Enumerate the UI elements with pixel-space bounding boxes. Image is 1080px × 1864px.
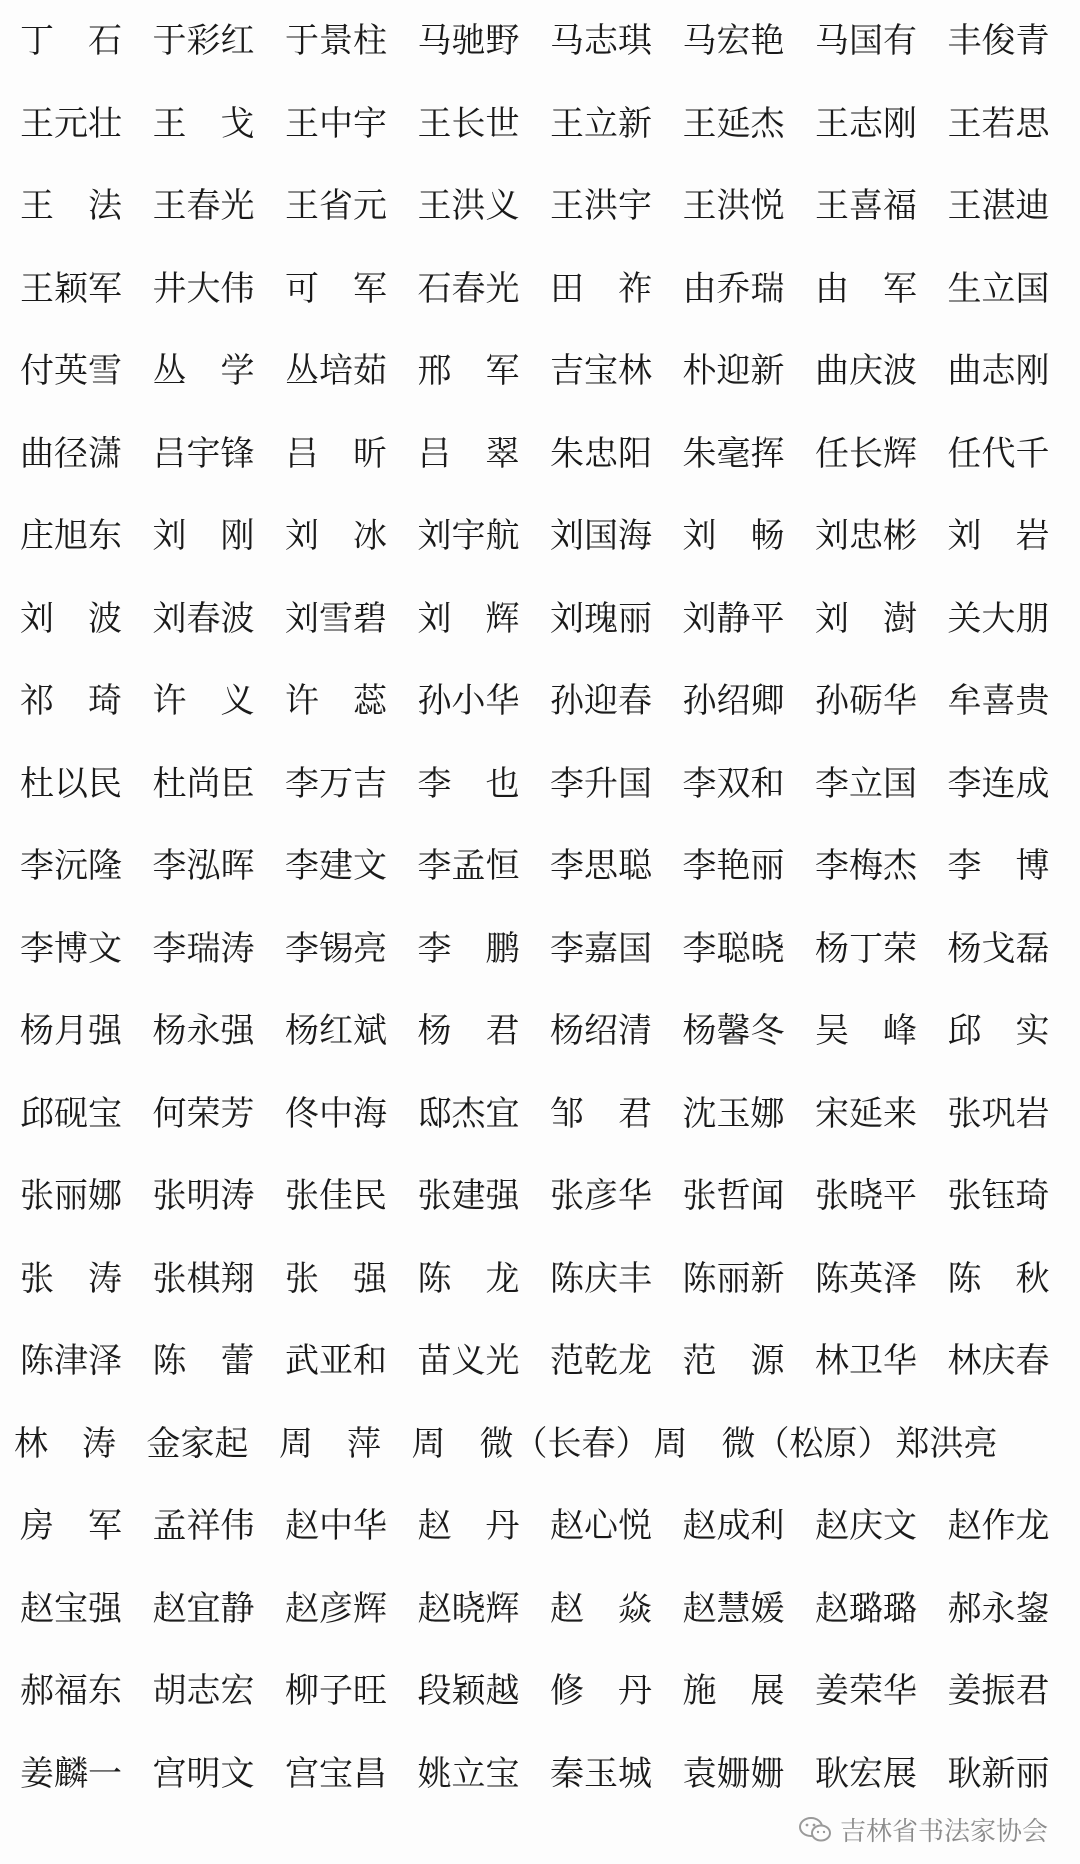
name-entry: 李沅隆 (20, 846, 122, 887)
name-entry: 李嘉国 (550, 928, 652, 969)
name-entry: 李万吉 (285, 763, 387, 804)
watermark (798, 1811, 1048, 1848)
name-entry: 杨丁荣 (815, 928, 917, 969)
name-entry: 刘静平 (682, 598, 785, 639)
name-entry: 王元壮 (20, 103, 122, 144)
name-entry: 李建文 (285, 846, 387, 887)
name-entry: 陈丽新 (682, 1258, 785, 1299)
name-entry: 于彩红 (152, 21, 255, 62)
name-row (12, 1073, 1072, 1156)
name-entry: 刘 畅 (682, 516, 785, 557)
name-entry: 房 军 (20, 1506, 122, 1547)
name-entry: 沈玉娜 (682, 1093, 785, 1134)
name-entry: 张钰琦 (947, 1176, 1050, 1217)
name-entry: 庄旭东 (20, 516, 122, 557)
name-entry: 王若思 (947, 103, 1050, 144)
name-entry: 吕 昕 (285, 433, 387, 474)
name-entry: 关大朋 (947, 598, 1050, 639)
name-entry: 孙绍卿 (682, 681, 785, 722)
name-entry: 牟喜贵 (947, 681, 1050, 722)
name-entry: 邱砚宝 (20, 1093, 122, 1134)
name-row (12, 1733, 1072, 1816)
name-entry: 苗义光 (417, 1341, 520, 1382)
name-entry: 刘 辉 (417, 598, 520, 639)
name-entry: 李连成 (947, 763, 1050, 804)
name-entry: 邸杰宜 (417, 1093, 520, 1134)
name-entry: 赵中华 (285, 1506, 387, 1547)
name-list (12, 0, 1072, 1815)
name-entry: 杜以民 (20, 763, 122, 804)
name-entry: 孙小华 (417, 681, 520, 722)
name-entry: 张建强 (417, 1176, 520, 1217)
name-entry: 杨戈磊 (947, 928, 1050, 969)
name-entry: 张佳民 (285, 1176, 387, 1217)
name-entry: 杨馨冬 (682, 1011, 785, 1052)
name-entry: 赵 丹 (417, 1506, 520, 1547)
name-entry: 王延杰 (682, 103, 785, 144)
name-entry: 周 微（松原） (653, 1423, 892, 1464)
name-row (12, 1320, 1072, 1403)
name-entry: 李思聪 (550, 846, 652, 887)
name-row (12, 413, 1072, 496)
name-entry: 王立新 (550, 103, 652, 144)
name-entry: 李双和 (682, 763, 785, 804)
name-entry: 李聪晓 (682, 928, 785, 969)
name-entry: 胡志宏 (152, 1671, 255, 1712)
name-entry: 付英雪 (20, 351, 122, 392)
name-entry: 杨绍清 (550, 1011, 652, 1052)
name-row (12, 743, 1072, 826)
name-row (12, 825, 1072, 908)
name-entry: 张哲闻 (682, 1176, 785, 1217)
name-entry: 修 丹 (550, 1671, 652, 1712)
name-entry: 由 军 (815, 268, 917, 309)
name-entry: 可 军 (285, 268, 387, 309)
name-entry: 林庆春 (947, 1341, 1050, 1382)
name-entry: 王春光 (152, 186, 255, 227)
name-entry: 吕 翠 (417, 433, 520, 474)
name-entry: 李孟恒 (417, 846, 520, 887)
name-entry: 邹 君 (550, 1093, 652, 1134)
name-entry: 李 鹏 (417, 928, 520, 969)
name-entry: 赵晓辉 (417, 1588, 520, 1629)
name-row (12, 0, 1072, 83)
name-entry: 任代千 (947, 433, 1050, 474)
name-row (12, 248, 1072, 331)
name-entry: 郝福东 (20, 1671, 122, 1712)
name-entry: 李锡亮 (285, 928, 387, 969)
name-entry: 吕宇锋 (152, 433, 255, 474)
name-entry: 刘春波 (152, 598, 255, 639)
name-entry: 祁 琦 (20, 681, 122, 722)
name-entry: 张晓平 (815, 1176, 917, 1217)
name-entry: 王省元 (285, 186, 387, 227)
name-entry: 许 蕊 (285, 681, 387, 722)
name-entry: 朱忠阳 (550, 433, 652, 474)
name-entry: 刘 波 (20, 598, 122, 639)
name-entry: 赵彦辉 (285, 1588, 387, 1629)
name-entry: 陈津泽 (20, 1341, 122, 1382)
name-entry: 袁姗姗 (682, 1753, 785, 1794)
name-entry: 杨红斌 (285, 1011, 387, 1052)
name-entry: 林卫华 (815, 1341, 917, 1382)
name-entry: 王洪宇 (550, 186, 652, 227)
name-entry: 王洪悦 (682, 186, 785, 227)
name-entry: 吉宝林 (550, 351, 652, 392)
name-row (12, 578, 1072, 661)
name-entry: 宫明文 (152, 1753, 255, 1794)
name-entry: 杨永强 (152, 1011, 255, 1052)
name-entry: 刘雪碧 (285, 598, 387, 639)
name-entry: 赵 焱 (550, 1588, 652, 1629)
name-entry: 何荣芳 (152, 1093, 255, 1134)
name-row (12, 908, 1072, 991)
name-entry: 刘 冰 (285, 516, 387, 557)
name-entry: 李瑞涛 (152, 928, 255, 969)
name-entry: 刘忠彬 (815, 516, 917, 557)
name-entry: 刘 澍 (815, 598, 917, 639)
wechat-icon (798, 1816, 832, 1844)
name-entry: 李立国 (815, 763, 917, 804)
name-entry: 刘 刚 (152, 516, 255, 557)
name-entry: 陈 龙 (417, 1258, 520, 1299)
name-entry: 杨月强 (20, 1011, 122, 1052)
name-entry: 王长世 (417, 103, 520, 144)
name-entry: 赵慧媛 (682, 1588, 785, 1629)
name-entry: 金家起 (146, 1423, 249, 1464)
name-entry: 张巩岩 (947, 1093, 1050, 1134)
name-entry: 姚立宝 (417, 1753, 520, 1794)
name-entry: 段颖越 (417, 1671, 520, 1712)
name-row (12, 660, 1072, 743)
name-entry: 石春光 (417, 268, 520, 309)
name-entry: 刘国海 (550, 516, 652, 557)
name-entry: 杜尚臣 (152, 763, 255, 804)
name-entry: 佟中海 (285, 1093, 387, 1134)
name-entry: 柳子旺 (285, 1671, 387, 1712)
name-entry: 张彦华 (550, 1176, 652, 1217)
name-row (12, 83, 1072, 166)
name-entry: 田 祚 (550, 268, 652, 309)
name-entry: 赵庆文 (815, 1506, 917, 1547)
name-entry: 张 强 (285, 1258, 387, 1299)
name-entry: 生立国 (947, 268, 1050, 309)
name-row (12, 990, 1072, 1073)
name-entry: 周 萍 (279, 1423, 381, 1464)
name-entry: 丁 石 (20, 21, 122, 62)
name-entry: 李升国 (550, 763, 652, 804)
name-row (12, 1403, 1072, 1486)
name-entry: 丛 学 (152, 351, 255, 392)
name-entry: 赵璐璐 (815, 1588, 917, 1629)
name-entry: 耿新丽 (947, 1753, 1050, 1794)
name-entry: 王中宇 (285, 103, 387, 144)
name-entry: 孙砺华 (815, 681, 917, 722)
name-entry: 马宏艳 (682, 21, 785, 62)
name-row (12, 495, 1072, 578)
name-entry: 朱毫挥 (682, 433, 785, 474)
name-entry: 李艳丽 (682, 846, 785, 887)
name-entry: 丰俊青 (947, 21, 1050, 62)
name-entry: 马国有 (815, 21, 917, 62)
name-entry: 赵宝强 (20, 1588, 122, 1629)
name-entry: 武亚和 (285, 1341, 387, 1382)
name-entry: 赵成利 (682, 1506, 785, 1547)
name-entry: 吴 峰 (815, 1011, 917, 1052)
name-entry: 孙迎春 (550, 681, 652, 722)
name-entry: 耿宏展 (815, 1753, 917, 1794)
name-entry: 王 法 (20, 186, 122, 227)
name-entry: 范 源 (682, 1341, 785, 1382)
name-entry: 姜振君 (947, 1671, 1050, 1712)
name-entry: 赵宜静 (152, 1588, 255, 1629)
name-entry: 张丽娜 (20, 1176, 122, 1217)
name-entry: 姜麟一 (20, 1753, 122, 1794)
name-entry: 朴迎新 (682, 351, 785, 392)
name-row (12, 1485, 1072, 1568)
name-entry: 陈 秋 (947, 1258, 1050, 1299)
name-entry: 许 义 (152, 681, 255, 722)
name-entry: 张明涛 (152, 1176, 255, 1217)
name-entry: 王颖军 (20, 268, 122, 309)
name-entry: 于景柱 (285, 21, 387, 62)
name-entry: 李博文 (20, 928, 122, 969)
name-entry: 王 戈 (152, 103, 255, 144)
name-row (12, 1650, 1072, 1733)
name-row (12, 165, 1072, 248)
name-entry: 郑洪亮 (895, 1423, 998, 1464)
name-entry: 刘宇航 (417, 516, 520, 557)
name-entry: 王洪义 (417, 186, 520, 227)
name-entry: 王志刚 (815, 103, 917, 144)
name-entry: 由乔瑞 (682, 268, 785, 309)
name-entry: 李泓晖 (152, 846, 255, 887)
name-row (12, 1568, 1072, 1651)
name-entry: 范乾龙 (550, 1341, 652, 1382)
name-entry: 刘 岩 (947, 516, 1050, 557)
name-entry: 陈 蕾 (152, 1341, 255, 1382)
name-entry: 邱 实 (947, 1011, 1050, 1052)
name-entry: 孟祥伟 (152, 1506, 255, 1547)
name-entry: 陈英泽 (815, 1258, 917, 1299)
name-entry: 马驰野 (417, 21, 520, 62)
name-entry: 马志琪 (550, 21, 652, 62)
name-row (12, 330, 1072, 413)
name-entry: 王湛迪 (947, 186, 1050, 227)
name-entry: 杨 君 (417, 1011, 520, 1052)
name-entry: 郝永鋆 (947, 1588, 1050, 1629)
name-entry: 宋延来 (815, 1093, 917, 1134)
watermark-text: 吉林省书法家协会 (839, 1817, 1048, 1847)
name-entry: 曲志刚 (947, 351, 1050, 392)
name-entry: 赵作龙 (947, 1506, 1050, 1547)
name-entry: 姜荣华 (815, 1671, 917, 1712)
name-entry: 林 涛 (14, 1423, 116, 1464)
name-entry: 周 微（长春） (411, 1423, 650, 1464)
name-entry: 李梅杰 (815, 846, 917, 887)
name-entry: 秦玉城 (550, 1753, 652, 1794)
name-entry: 任长辉 (815, 433, 917, 474)
name-entry: 井大伟 (152, 268, 255, 309)
name-entry: 李 也 (417, 763, 520, 804)
name-entry: 曲径潇 (20, 433, 122, 474)
name-row (12, 1238, 1072, 1321)
name-entry: 曲庆波 (815, 351, 917, 392)
name-entry: 张 涛 (20, 1258, 122, 1299)
name-entry: 王喜福 (815, 186, 917, 227)
name-entry: 宫宝昌 (285, 1753, 387, 1794)
name-entry: 丛培茹 (285, 351, 387, 392)
name-entry: 陈庆丰 (550, 1258, 652, 1299)
name-entry: 刘瑰丽 (550, 598, 652, 639)
name-row (12, 1155, 1072, 1238)
name-entry: 邢 军 (417, 351, 520, 392)
name-entry: 施 展 (682, 1671, 785, 1712)
name-entry: 张棋翔 (152, 1258, 255, 1299)
name-entry: 赵心悦 (550, 1506, 652, 1547)
name-entry: 李 博 (947, 846, 1050, 887)
